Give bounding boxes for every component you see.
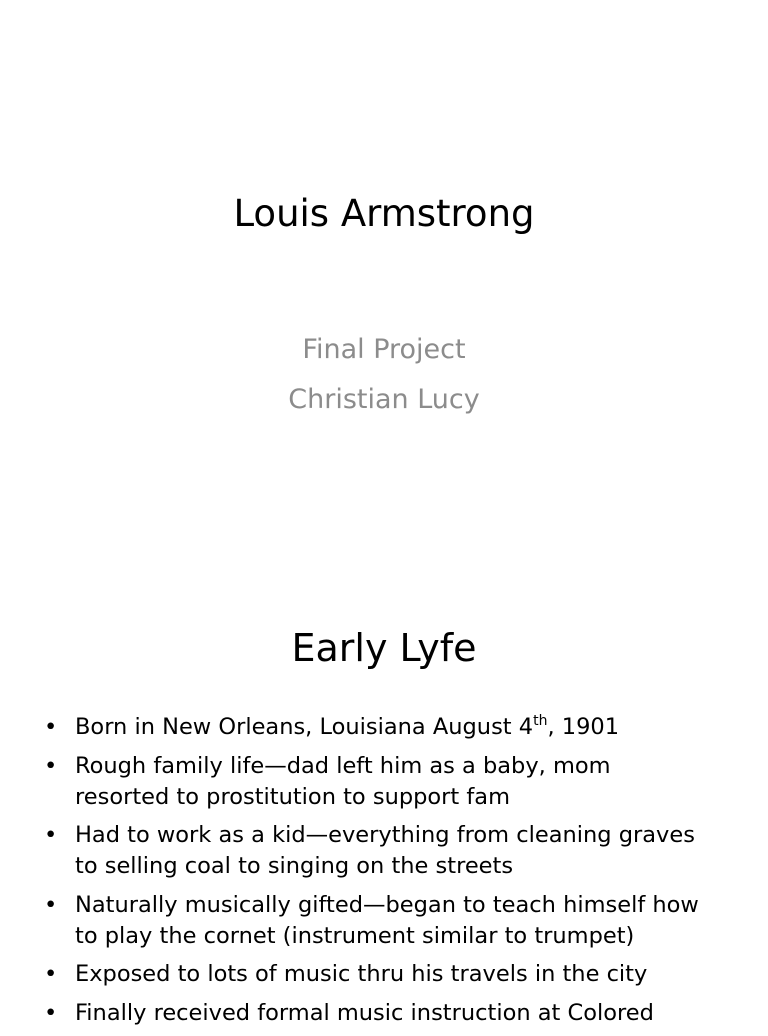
bullet-list [0,712,768,1036]
bullet-text: Had to work as a kid—everything from cleaning graves [75,822,695,848]
subtitle-project: Final Project [302,334,466,365]
bullet-text-part: Born in New Orleans, Louisiana August 4 [75,714,534,740]
bullet-text: Exposed to lots of music thru his travels in the city [75,961,648,987]
bullet-icon: • [44,891,58,918]
bullet-item [0,820,768,882]
bullet-item [0,712,768,743]
subtitle-author: Christian Lucy [288,384,480,415]
slide-title: Louis Armstrong [233,192,535,235]
bullet-text: Finally received formal music instruction at Colored [75,999,654,1026]
bullet-icon: • [44,822,58,848]
bullet-text: Rough family life—dad left him as a baby, mom [75,752,611,779]
ordinal-suffix: th [533,713,548,729]
bullet-item [0,890,768,952]
content-slide [0,576,768,1024]
bullet-icon: • [44,999,58,1026]
bullet-item [0,751,768,813]
bullet-icon: • [44,752,58,779]
bullet-text-part: , 1901 [547,714,620,740]
bullet-icon: • [44,714,58,740]
slide-title: Early Lyfe [291,626,477,670]
bullet-text: to play the cornet (instrument similar to trumpet) [75,922,635,949]
bullet-text: to selling coal to singing on the streets [75,853,514,879]
bullet-item [0,959,768,990]
bullet-icon: • [44,961,58,987]
bullet-text: resorted to prostitution to support fam [75,783,511,810]
bullet-text [75,712,748,743]
bullet-text: Naturally musically gifted—began to teach himself how [75,891,699,918]
